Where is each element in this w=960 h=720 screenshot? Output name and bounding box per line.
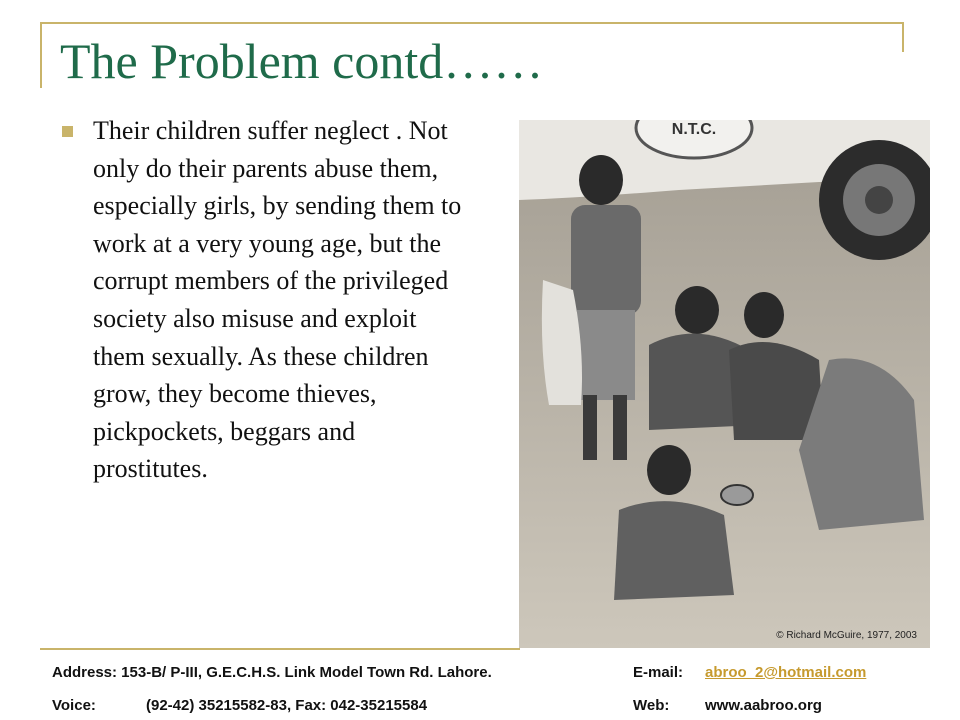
right-accent-line (902, 22, 904, 52)
footer-email-link[interactable]: abroo_2@hotmail.com (705, 664, 867, 681)
top-accent-line (40, 22, 904, 24)
left-accent-line (40, 22, 42, 88)
footer-voice: (92-42) 35215582-83, Fax: 042-35215584 (146, 697, 428, 714)
footer-address: Address: 153-B/ P-III, G.E.C.H.S. Link Model Town Rd. Lahore. (52, 664, 492, 681)
footer-voice-label: Voice: (52, 697, 96, 714)
footer-email-label: E-mail: (633, 664, 684, 681)
truck-text: N.T.C. (671, 121, 717, 138)
footer-web-label: Web: (633, 697, 670, 714)
footer-accent-line (40, 648, 520, 650)
footer-web: www.aabroo.org (705, 697, 822, 714)
photo-caption: © Richard McGuire, 1977, 2003 (776, 630, 917, 641)
bullet-list (62, 112, 462, 488)
photo-children (519, 120, 930, 648)
slide-title: The Problem contd…… (60, 33, 544, 89)
bullet-text: Their children suffer neglect . Not only do their parents abuse them, especially girls, by sending them to work at a very young age, but the corrupt members of the privileged society also misuse and exploit them sexually. As these children grow, they become thieves, pickpockets, beggars and prostitutes. (93, 116, 462, 484)
square-bullet-icon (62, 126, 73, 137)
